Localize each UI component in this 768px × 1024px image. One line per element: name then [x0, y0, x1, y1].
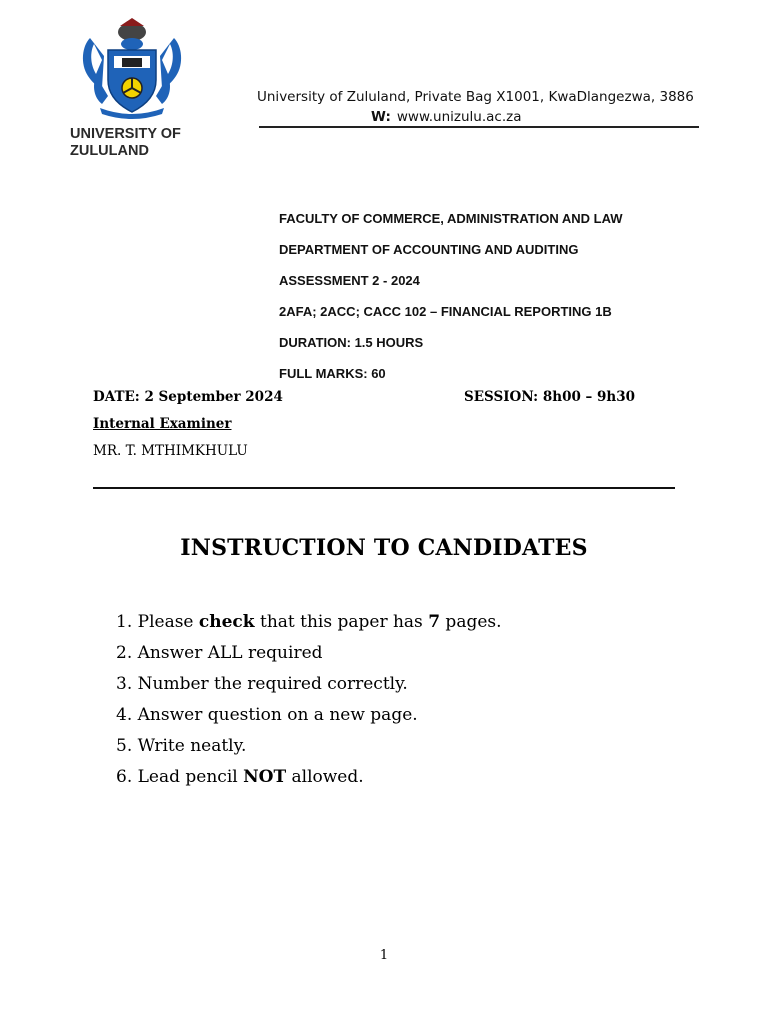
website-url: www.unizulu.ac.za	[396, 109, 522, 125]
university-name	[70, 126, 202, 160]
instruction-number: 1.	[116, 612, 133, 632]
examiner-name: MR. T. MTHIMKHULU	[93, 443, 248, 459]
instruction-item	[116, 701, 502, 732]
instruction-text: that this paper has	[254, 612, 429, 632]
examiner-label: Internal Examiner	[93, 416, 232, 432]
exam-session: SESSION: 8h00 – 9h30	[464, 389, 635, 405]
instruction-number: 4.	[116, 705, 133, 725]
instruction-item	[116, 670, 502, 701]
instruction-number: 2.	[116, 643, 133, 663]
department-line: DEPARTMENT OF ACCOUNTING AND AUDITING	[279, 242, 579, 257]
course-info	[279, 203, 623, 389]
instruction-text: Please	[137, 612, 199, 632]
instruction-text: pages.	[440, 612, 502, 632]
university-logo	[62, 16, 202, 160]
instruction-text: Lead pencil	[137, 767, 244, 787]
university-name-line-1: UNIVERSITY OF	[70, 126, 181, 142]
university-name-line-2: ZULULAND	[70, 143, 149, 159]
instruction-text: Answer ALL required	[137, 643, 323, 663]
website-line	[371, 109, 522, 125]
instruction-item	[116, 763, 502, 794]
assessment-line: ASSESSMENT 2 - 2024	[279, 273, 420, 288]
university-address: University of Zululand, Private Bag X1001, KwaDlangezwa, 3886	[257, 89, 694, 105]
section-divider	[93, 487, 675, 489]
instruction-item	[116, 608, 502, 639]
instruction-text: Answer question on a new page.	[137, 705, 418, 725]
instruction-text: Number the required correctly.	[137, 674, 408, 694]
faculty-line: FACULTY OF COMMERCE, ADMINISTRATION AND LAW	[279, 211, 623, 226]
website-label: W:	[371, 109, 391, 125]
university-crest-icon	[62, 16, 202, 124]
instruction-number: 3.	[116, 674, 133, 694]
exam-date: DATE: 2 September 2024	[93, 389, 283, 405]
page-number: 1	[379, 948, 389, 963]
instruction-emphasis: NOT	[243, 767, 287, 787]
instruction-number: 5.	[116, 736, 133, 756]
instruction-number: 6.	[116, 767, 133, 787]
instruction-text: Write neatly.	[137, 736, 247, 756]
instruction-emphasis: check	[198, 612, 255, 632]
instruction-text: allowed.	[286, 767, 364, 787]
instruction-emphasis: 7	[428, 612, 441, 632]
instruction-item	[116, 639, 502, 670]
module-line: 2AFA; 2ACC; CACC 102 – FINANCIAL REPORTING 1B	[279, 304, 612, 319]
instructions-list	[116, 608, 502, 794]
marks-line: FULL MARKS: 60	[279, 366, 386, 381]
duration-line: DURATION: 1.5 HOURS	[279, 335, 424, 350]
instruction-item	[116, 732, 502, 763]
instructions-title: INSTRUCTION TO CANDIDATES	[180, 535, 588, 561]
header-divider	[259, 126, 699, 128]
